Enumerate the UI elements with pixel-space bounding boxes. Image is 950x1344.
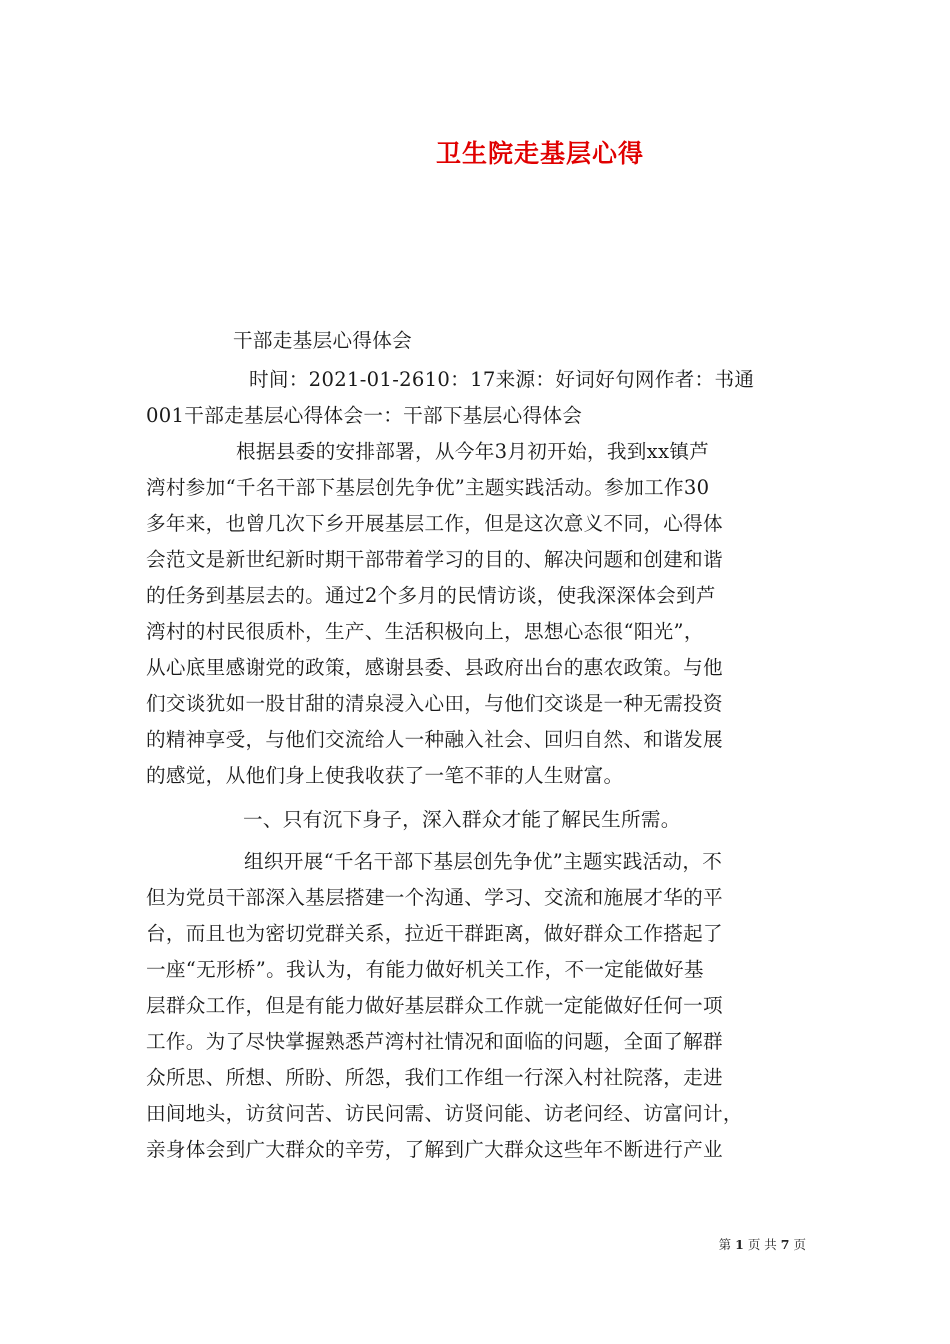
- text-line: 的任务到基层去的。通过2个多月的民情访谈，使我深深体会到芦: [146, 584, 716, 607]
- footer-prefix: 第: [718, 1237, 732, 1252]
- footer-suffix: 页: [793, 1237, 806, 1252]
- text-line: 从心底里感谢党的政策，感谢县委、县政府出台的惠农政策。与他: [146, 656, 723, 679]
- text-line: 时间：2021-01-2610：17来源：好词好句网作者：书通: [249, 368, 755, 391]
- text-line: 们交谈犹如一股甘甜的清泉浸入心田，与他们交谈是一种无需投资: [146, 692, 723, 715]
- text-line: 湾村的村民很质朴，生产、生活积极向上，思想心态很“阳光”，: [146, 620, 704, 643]
- text-line: 工作。为了尽快掌握熟悉芦湾村社情况和面临的问题，全面了解群: [146, 1030, 723, 1053]
- text-line: 组织开展“千名干部下基层创先争优”主题实践活动，不: [244, 850, 723, 873]
- text-line: 田间地头，访贫问苦、访民问需、访贤问能、访老问经、访富问计，: [146, 1102, 743, 1125]
- document-title: 卫生院走基层心得: [435, 139, 644, 168]
- text-line: 的精神享受，与他们交流给人一种融入社会、回归自然、和谐发展: [146, 728, 723, 751]
- text-line: 层群众工作，但是有能力做好基层群众工作就一定能做好任何一项: [146, 994, 723, 1017]
- page-number-footer: [719, 1237, 806, 1253]
- footer-middle: 页 共: [747, 1237, 777, 1252]
- text-line: 一座“无形桥”。我认为，有能力做好机关工作，不一定能做好基: [146, 958, 704, 981]
- text-line: 台，而且也为密切党群关系，拉近干群距离，做好群众工作搭起了: [146, 922, 723, 945]
- text-line: 会范文是新世纪新时期干部带着学习的目的、解决问题和创建和谐: [146, 548, 723, 571]
- section-heading: 一、只有沉下身子，深入群众才能了解民生所需。: [243, 808, 681, 831]
- text-line: 多年来，也曾几次下乡开展基层工作，但是这次意义不同，心得体: [146, 512, 723, 535]
- text-line: 的感觉，从他们身上使我收获了一笔不菲的人生财富。: [146, 764, 624, 787]
- text-line: 亲身体会到广大群众的辛劳，了解到广大群众这些年不断进行产业: [146, 1138, 723, 1161]
- text-line: 根据县委的安排部署，从今年3月初开始，我到xx镇芦: [236, 440, 710, 463]
- total-pages-number: 7: [780, 1237, 790, 1252]
- text-line: 001干部走基层心得体会一：干部下基层心得体会: [146, 404, 583, 427]
- current-page-number: 1: [735, 1237, 744, 1252]
- text-line: 但为党员干部深入基层搭建一个沟通、学习、交流和施展才华的平: [146, 886, 723, 909]
- text-line: 湾村参加“千名干部下基层创先争优”主题实践活动。参加工作30: [146, 476, 710, 499]
- text-line: 众所思、所想、所盼、所怨，我们工作组一行深入村社院落，走进: [146, 1066, 723, 1089]
- text-line: 干部走基层心得体会: [233, 329, 413, 352]
